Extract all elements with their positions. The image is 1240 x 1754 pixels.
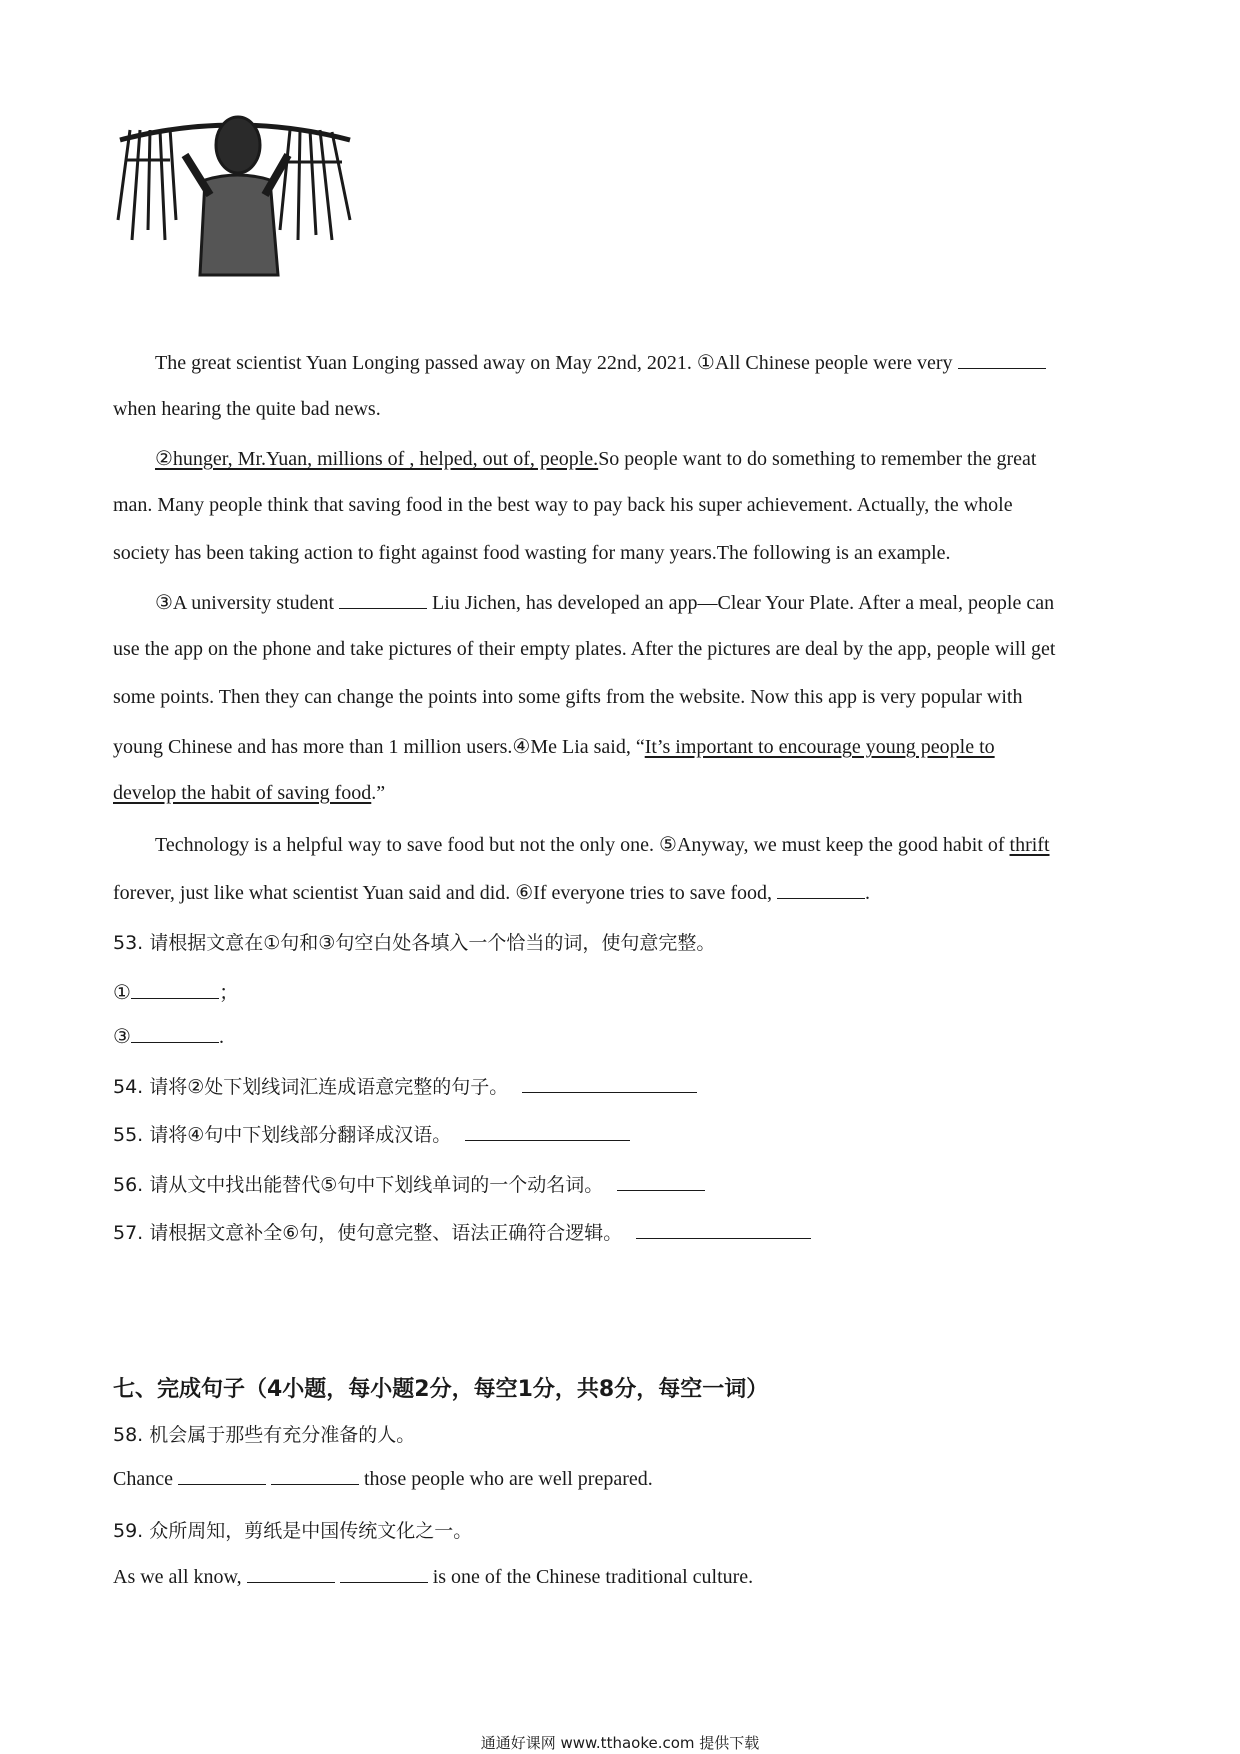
passage-text: So people want to do something to remember the great — [598, 448, 1037, 470]
passage-text: forever, just like what scientist Yuan said and did. ⑥If everyone tries to save food, — [113, 882, 772, 904]
question-56: 56. 请从文中找出能替代⑤句中下划线单词的一个动名词。 — [113, 1170, 1133, 1197]
answer-blank-55[interactable] — [465, 1139, 630, 1141]
passage-line — [155, 446, 1175, 471]
question-57: 57. 请根据文意补全⑥句，使句意完整、语法正确符合逻辑。 — [113, 1218, 1133, 1245]
underlined-quote-4: It’s important to encourage young people to — [644, 736, 995, 758]
passage-line — [113, 638, 1133, 661]
passage-text: The great scientist Yuan Longing passed away on May 22nd, 2021. ①All Chinese people were very — [155, 352, 953, 374]
passage-line — [155, 590, 1175, 615]
passage-line — [113, 782, 1133, 805]
question-53-answer-3: ③ . — [113, 1026, 224, 1048]
answer-blank-54[interactable] — [522, 1091, 697, 1093]
answer-blank-53-1[interactable] — [131, 997, 219, 999]
section-title: 七、完成句子（4小题，每小题2分，每空1分，共8分，每空一词） — [113, 1377, 769, 1402]
question-59: 59. 众所周知，剪纸是中国传统文化之一。 — [113, 1520, 473, 1542]
passage-line — [155, 350, 1175, 375]
underlined-quote-4-cont: develop the habit of saving food — [113, 782, 372, 804]
passage-text: Liu Jichen, has developed an app—Clear Your Plate. After a meal, people can — [432, 592, 1055, 614]
passage-line — [113, 686, 1133, 709]
yuan-longping-illustration — [110, 100, 360, 280]
passage-line — [113, 734, 1133, 759]
passage-text: young Chinese and has more than 1 million users.④Me Lia said, “ — [113, 736, 645, 758]
page-footer: 通通好课网 www.tthaoke.com 提供下载 — [480, 1734, 760, 1752]
passage-line — [113, 398, 1133, 421]
answer-blank-58-2[interactable] — [271, 1483, 359, 1485]
question-58-english: Chance those people who are well prepared. — [113, 1468, 653, 1490]
passage-text: .” — [371, 782, 386, 804]
question-55: 55. 请将④句中下划线部分翻译成汉语。 — [113, 1120, 1133, 1147]
passage-text: ③A university student — [155, 592, 335, 614]
answer-blank-53-3[interactable] — [131, 1041, 219, 1043]
passage-text: . — [864, 882, 870, 904]
passage-line — [155, 832, 1175, 857]
question-53: 53. 请根据文意在①句和③句空白处各填入一个恰当的词，使句意完整。 — [113, 932, 716, 954]
underlined-words-2: ②hunger, Mr.Yuan, millions of , helped, out of, people. — [155, 448, 599, 470]
answer-blank-3[interactable] — [339, 607, 427, 609]
question-58: 58. 机会属于那些有充分准备的人。 — [113, 1424, 416, 1446]
question-54: 54. 请将②处下划线词汇连成语意完整的句子。 — [113, 1072, 1133, 1099]
passage-text: when hearing the quite bad news. — [113, 398, 381, 420]
passage-line — [113, 542, 1133, 565]
passage-line — [113, 494, 1133, 517]
answer-blank-59-2[interactable] — [340, 1581, 428, 1583]
passage-text: use the app on the phone and take pictures of their empty plates. After the pictures are deal by the app, people will get — [113, 638, 1056, 660]
passage-line — [113, 880, 1133, 905]
underlined-word-5: thrift — [1009, 834, 1050, 856]
answer-blank-1[interactable] — [958, 367, 1046, 369]
question-59-english: As we all know, is one of the Chinese traditional culture. — [113, 1566, 754, 1588]
answer-blank-6[interactable] — [777, 897, 865, 899]
answer-blank-56[interactable] — [617, 1189, 705, 1191]
question-53-answer-1: ① ； — [113, 982, 239, 1004]
answer-blank-58-1[interactable] — [178, 1483, 266, 1485]
passage-text: some points. Then they can change the points into some gifts from the website. Now this app is very popular with — [113, 686, 1023, 708]
passage-text: man. Many people think that saving food in the best way to pay back his super achievement. Actually, the whole — [113, 494, 1013, 516]
passage-text: Technology is a helpful way to save food but not the only one. ⑤Anyway, we must keep the good habit of — [155, 834, 1005, 856]
answer-blank-57[interactable] — [636, 1237, 811, 1239]
passage-text: society has been taking action to fight against food wasting for many years.The following is an example. — [113, 542, 951, 564]
answer-blank-59-1[interactable] — [247, 1581, 335, 1583]
